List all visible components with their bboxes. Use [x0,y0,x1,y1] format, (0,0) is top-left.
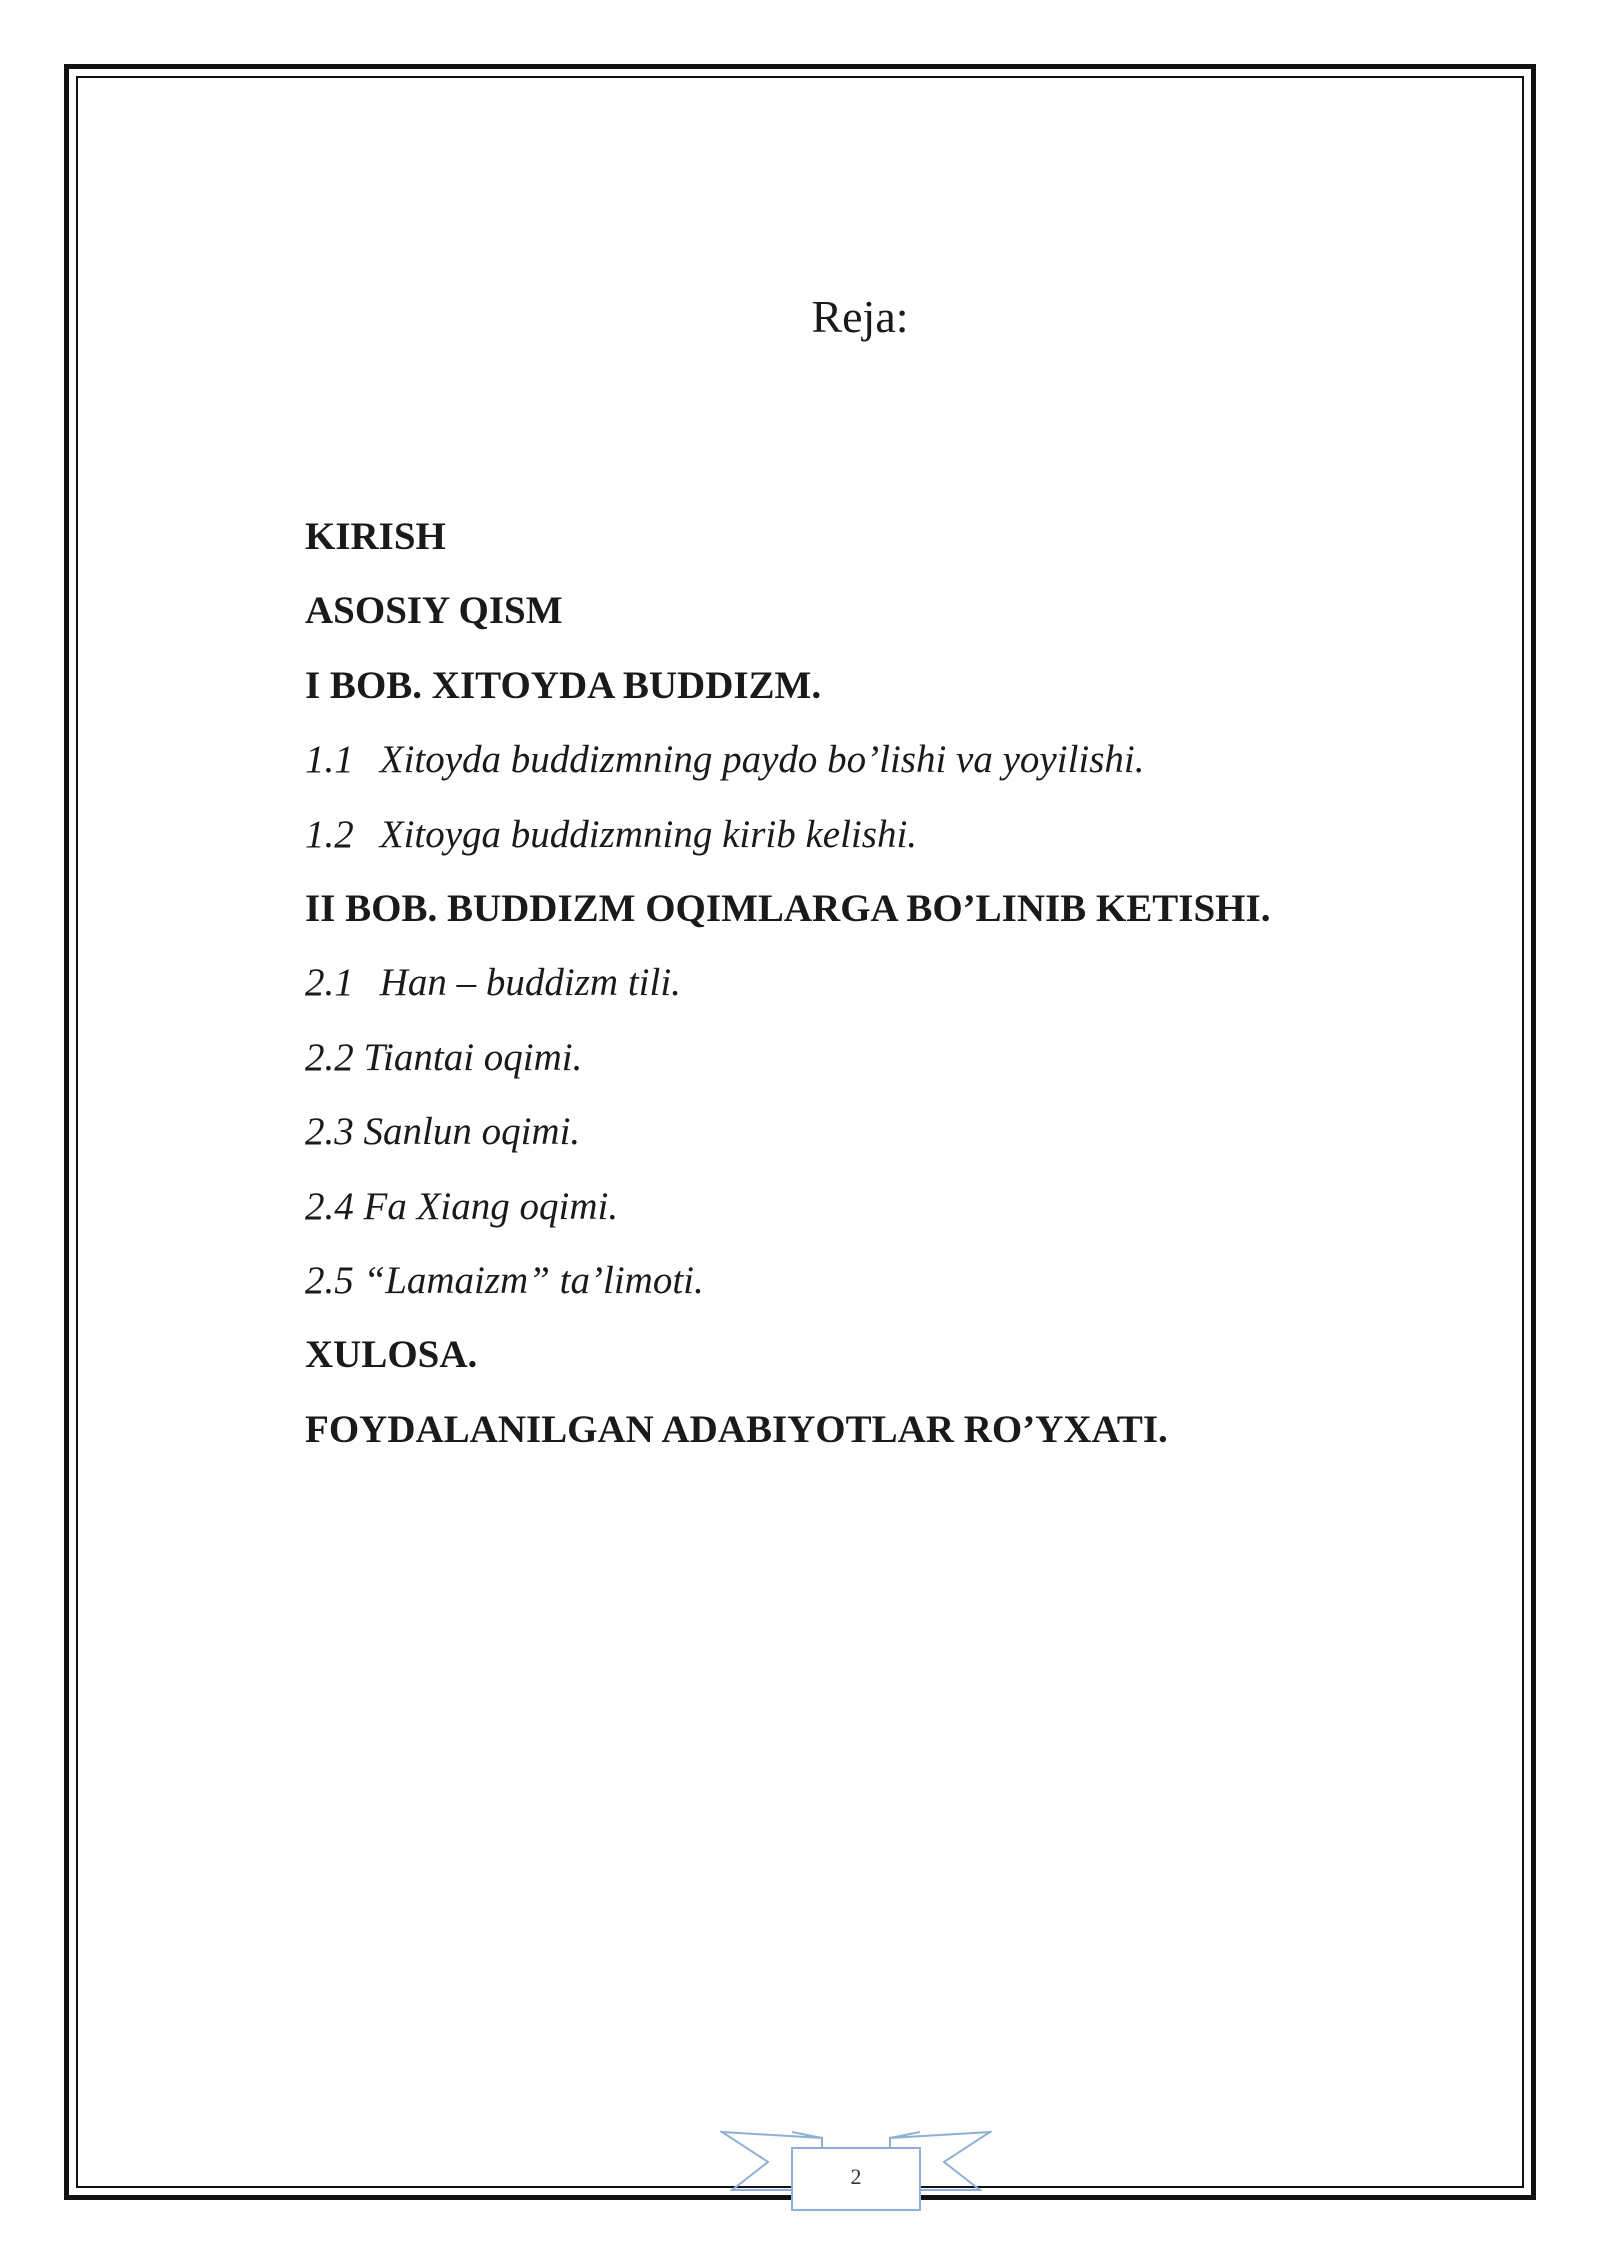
toc-entry-label: Xitoyga buddizmning kirib kelishi. [379,812,918,856]
toc-entry-2-4: 2.4 Fa Xiang oqimi. [305,1184,619,1228]
toc-entry-2-2: 2.2 Tiantai oqimi. [305,1035,583,1079]
toc-entry-2-3: 2.3 Sanlun oqimi. [305,1110,581,1154]
toc-entry-bibliography: FOYDALANILGAN ADABIYOTLAR RO’YXATI. [305,1407,1168,1451]
toc-entry-label: Han – buddizm tili. [379,961,681,1005]
toc-entry-number: 1.2 [305,812,354,856]
table-of-contents [305,508,1485,1475]
toc-entry-2-5: 2.5 “Lamaizm” ta’limoti. [305,1258,704,1302]
toc-entry-label: Xitoyda buddizmning paydo bo’lishi va yoyilishi. [379,738,1145,782]
toc-entry-chapter-1: I BOB. XITOYDA BUDDIZM. [305,663,822,707]
toc-entry-1-1 [305,731,1485,805]
toc-entry-number: 2.1 [305,961,354,1005]
toc-entry-2-1 [305,954,1485,1028]
page-number: 2 [850,2164,862,2189]
toc-entry-chapter-2: II BOB. BUDDIZM OQIMLARGA BO’LINIB KETISHI. [305,886,1271,930]
page-title: Reja: [811,291,909,342]
toc-entry-number: 1.1 [305,738,354,782]
toc-entry-1-2 [305,806,1485,880]
toc-entry-xulosa: XULOSA. [305,1333,478,1377]
toc-entry-asosiy-qism: ASOSIY QISM [305,589,563,633]
toc-entry-kirish: KIRISH [305,515,446,558]
